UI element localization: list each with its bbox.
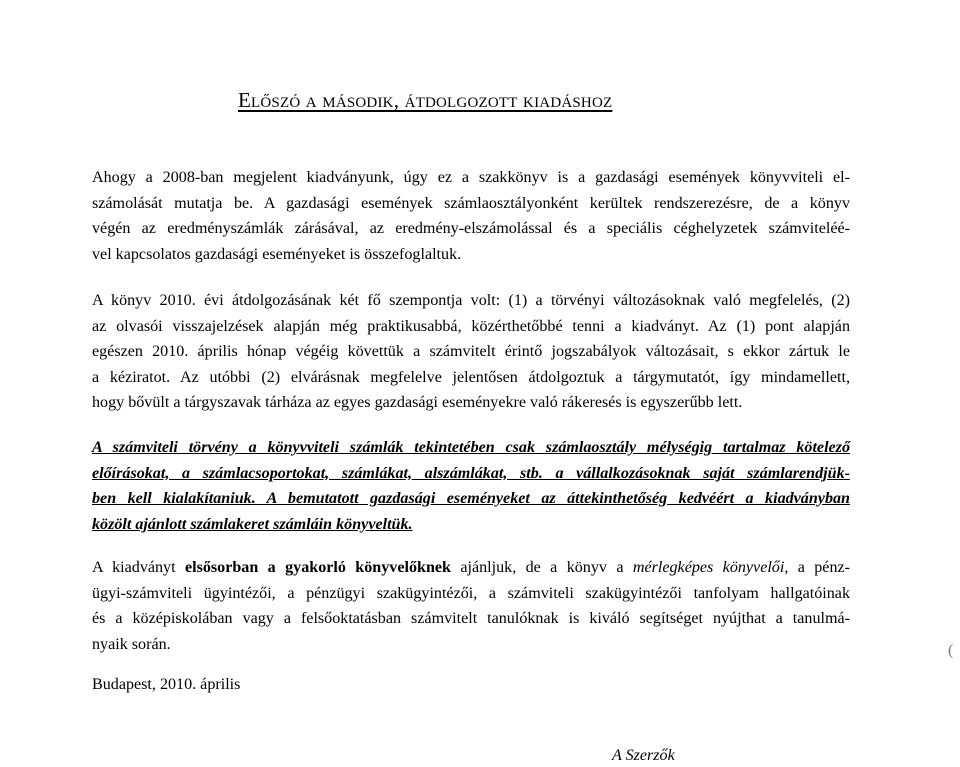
paragraph-line: A számviteli törvény a könyvviteli számlák tekintetében csak számlaosztály mélységig tartalmaz kötelező [92, 439, 850, 456]
emphasis-italic: mérlegképes könyvelői [632, 559, 785, 576]
paragraph-audience [92, 555, 850, 657]
paragraph-text: , a pénz- [784, 559, 850, 576]
paragraph-text: A kiadványt [92, 559, 185, 576]
paragraph-line: közölt ajánlott számlakeret számláin könyveltük. [92, 515, 413, 533]
paragraph-line: végén az eredményszámlák zárásával, az eredmény-elszámolással és a speciális céghelyzetek számviteléé- [92, 220, 850, 238]
margin-mark-icon: ( [948, 642, 954, 659]
place-date: Budapest, 2010. április [92, 676, 241, 693]
paragraph-line: ben kell kialakítaniuk. A bemutatott gazdasági eseményeket az áttekinthetőség kedvéért a kiadványban [92, 490, 850, 508]
paragraph-line: Ahogy a 2008-ban megjelent kiadványunk, úgy ez a szakkönyv is a gazdasági események könyvviteli el- [92, 169, 850, 186]
paragraph-line: egészen 2010. április hónap végéig követtük a számvitelt érintő jogszabályok változásait, s ekkor zártuk le [92, 343, 850, 361]
paragraph-line: a kéziratot. Az utóbbi (2) elvárásnak megfelelve jelentősen átdolgoztuk a tárgymutatót, így mindamellett, [92, 368, 850, 386]
paragraph-revision [92, 288, 850, 416]
page-title: Előszó a második, átdolgozott kiadáshoz [238, 88, 613, 112]
paragraph-line: ügyi-számviteli ügyintézői, a pénzügyi szakügyintézői, a számviteli szakügyintézői tanfolyam hallgatóinak [92, 584, 850, 602]
paragraph-text: ajánljuk, de a könyv a [450, 559, 633, 576]
paragraph-line: számolását mutatja be. A gazdasági események számlaosztályonként kerültek rendszerezésre, de a könyv [92, 194, 850, 212]
emphasis-bold: elsősorban a gyakorló könyvelőknek [184, 559, 451, 576]
paragraph-line: hogy bővült a tárgyszavak tárháza az egyes gazdasági eseményekre való rákeresés is egyszerűbb lett. [92, 394, 743, 412]
paragraph-account-framework [92, 435, 850, 537]
paragraph-line [92, 555, 850, 581]
paragraph-line: az olvasói visszajelzések alapján még praktikusabbá, közérthetőbbé tenni a kiadványt. Az (1) pont alapján [92, 317, 850, 335]
paragraph-line: A könyv 2010. évi átdolgozásának két fő szempontja volt: (1) a törvényi változásoknak való megfelelés, (2) [92, 292, 850, 309]
paragraph-line: vel kapcsolatos gazdasági eseményeket is összefoglaltuk. [92, 245, 462, 263]
paragraph-line: előírásokat, a számlacsoportokat, számlákat, alszámlákat, stb. a vállalkozásoknak saját számlarendjük- [92, 464, 850, 482]
paragraph-line: és a középiskolában vagy a felsőoktatásban számvitelt tanulóknak is kiváló segítséget nyújthat a tanulmá- [92, 610, 850, 628]
paragraph-line: nyaik során. [92, 635, 171, 653]
author-signature: A Szerzők [612, 747, 675, 764]
paragraph-intro [92, 165, 850, 267]
